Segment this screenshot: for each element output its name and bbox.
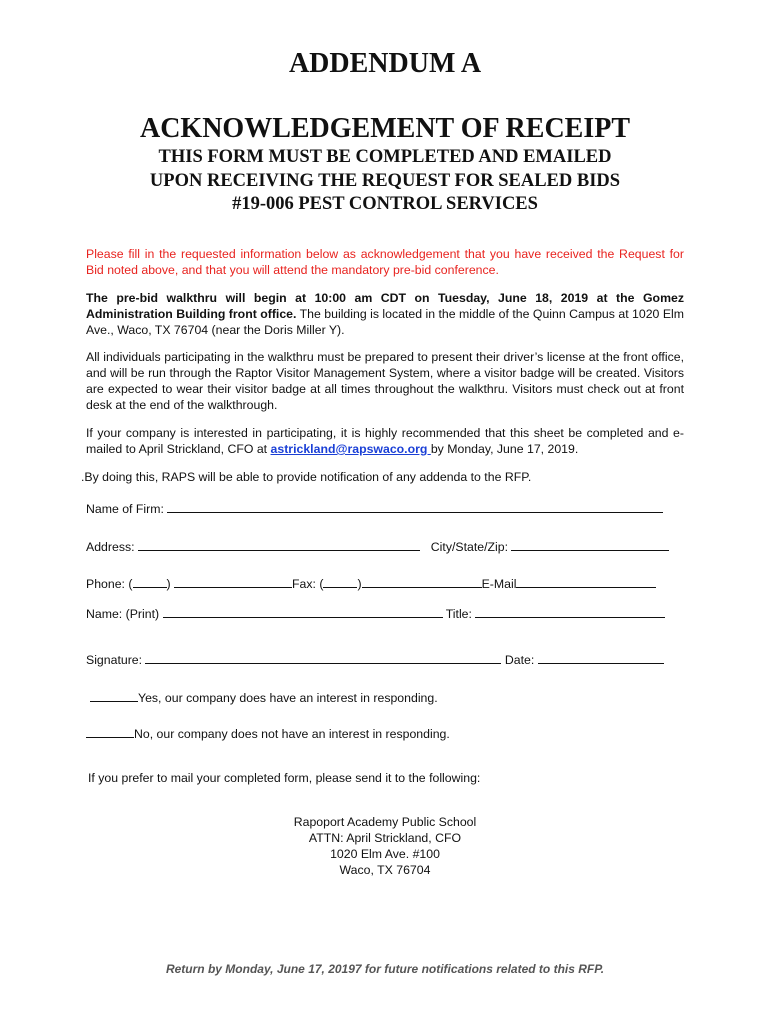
- address-label: Address:: [86, 540, 135, 554]
- fax-label: Fax: (: [292, 577, 324, 591]
- yes-field[interactable]: [90, 689, 138, 702]
- addendum-title: ADDENDUM A: [288, 48, 482, 79]
- date-field[interactable]: [538, 651, 664, 664]
- fax-area-code-field[interactable]: [323, 575, 357, 588]
- subheading-line-1: THIS FORM MUST BE COMPLETED AND EMAILED: [158, 147, 612, 167]
- firm-label: Name of Firm:: [86, 502, 164, 516]
- email-field[interactable]: [516, 575, 656, 588]
- addenda-note: .By doing this, RAPS will be able to provide notification of any addenda to the RFP.: [81, 470, 532, 484]
- acknowledgement-heading: ACKNOWLEDGEMENT OF RECEIPT: [139, 113, 631, 144]
- city-line: Waco, TX 76704: [339, 863, 431, 877]
- intro-instructions: Please fill in the requested information below as acknowledgement that you have received the Request for Bid noted above, and that you will attend the mandatory pre-bid conference.: [86, 247, 684, 277]
- mailing-address: [0, 814, 770, 878]
- no-text: No, our company does not have an interest in responding.: [134, 727, 450, 741]
- subheading-line-3: #19-006 PEST CONTROL SERVICES: [232, 194, 538, 214]
- mail-instructions: If you prefer to mail your completed form, please send it to the following:: [88, 771, 481, 785]
- email-label: E-Mail: [481, 577, 517, 591]
- subheading-line-2: UPON RECEIVING THE REQUEST FOR SEALED BIDS: [149, 171, 621, 191]
- walkthru-bold-text: The pre-bid walkthru will begin at 10:00 am CDT on Tuesday, June 18, 2019 at the Gomez Administration Building front office.: [86, 291, 684, 321]
- name-row: [86, 605, 665, 622]
- firm-field[interactable]: [167, 500, 663, 513]
- phone-label: Phone: (: [86, 577, 133, 591]
- walkthru-location-text: The building is located in the middle of the Quinn Campus at 1020 Elm Ave., Waco, TX 76704 (near the Doris Miller Y).: [86, 307, 684, 337]
- street-line: 1020 Elm Ave. #100: [330, 847, 440, 861]
- attn-line: ATTN: April Strickland, CFO: [308, 831, 462, 845]
- address-row: [86, 538, 669, 555]
- phone-row: [86, 575, 656, 592]
- signature-field[interactable]: [145, 651, 501, 664]
- return-deadline-footer: Return by Monday, June 17, 20197 for future notifications related to this RFP.: [165, 962, 605, 976]
- date-label: Date:: [504, 653, 535, 667]
- phone-close: ): [166, 577, 171, 591]
- interest-text: If your company is interested in participating, it is highly recommended that this sheet be completed and e-mailed to April Strickland, CFO at: [86, 426, 684, 456]
- fax-number-field[interactable]: [362, 575, 482, 588]
- yes-text: Yes, our company does have an interest in responding.: [138, 691, 438, 705]
- city-state-zip-label: City/State/Zip:: [430, 540, 509, 554]
- name-field[interactable]: [163, 605, 443, 618]
- name-label: Name: (Print): [86, 607, 160, 621]
- title-field[interactable]: [475, 605, 665, 618]
- fax-close: ): [357, 577, 362, 591]
- signature-label: Signature:: [86, 653, 143, 667]
- interest-deadline: by Monday, June 17, 2019.: [430, 442, 579, 456]
- address-field[interactable]: [138, 538, 420, 551]
- title-label: Title:: [445, 607, 472, 621]
- identification-paragraph: All individuals participating in the walkthru must be prepared to present their driver’s license at the front office, and will be run through the Raptor Visitor Management System, where a visitor badge will be created. Visitors are expected to wear their visitor badge at all times throughout the walkthru. Visitors must check out at front desk at the end of the walkthrough.: [86, 350, 684, 412]
- no-row: [86, 725, 450, 742]
- yes-row: [90, 689, 438, 706]
- interest-paragraph: [86, 425, 684, 457]
- city-state-zip-field[interactable]: [511, 538, 669, 551]
- phone-area-code-field[interactable]: [133, 575, 167, 588]
- school-name: Rapoport Academy Public School: [293, 815, 477, 829]
- phone-number-field[interactable]: [174, 575, 292, 588]
- no-field[interactable]: [86, 725, 134, 738]
- firm-row: [86, 500, 663, 517]
- walkthru-paragraph: [86, 290, 684, 338]
- email-link[interactable]: astrickland@rapswaco.org: [270, 442, 431, 456]
- signature-row: [86, 651, 664, 668]
